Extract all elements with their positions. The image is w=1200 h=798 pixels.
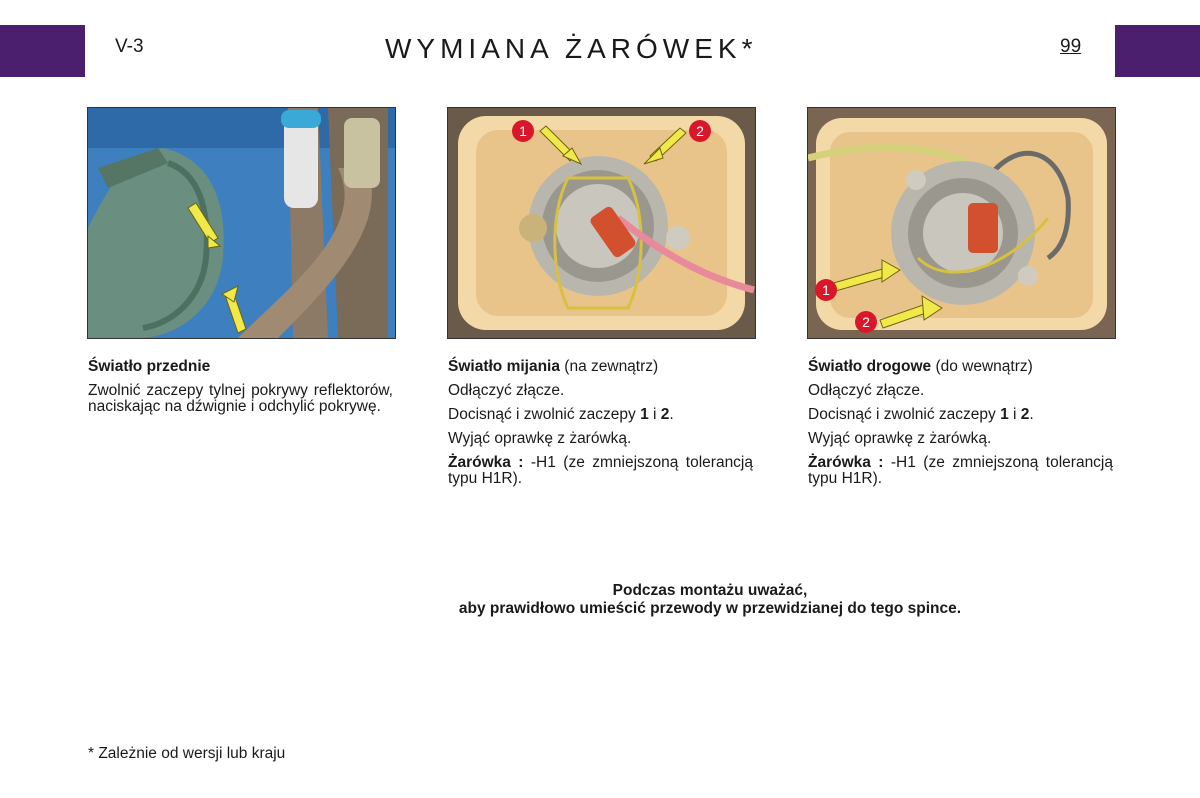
bulb-spec: Żarówka : -H1 (ze zmniejszoną tolerancją typu H1R). — [808, 454, 1113, 487]
section-heading: Światło drogowe (do wewnątrz) — [808, 358, 1033, 375]
section-code: V-3 — [115, 36, 144, 57]
callout-1: 1 — [519, 123, 527, 139]
figure-high-beam — [807, 107, 1116, 339]
high-beam-illustration — [808, 108, 1115, 338]
low-beam-illustration — [448, 108, 755, 338]
figure-headlamp-cover — [87, 107, 396, 339]
low-beam-instructions — [448, 359, 753, 495]
callout-2: 2 — [696, 123, 704, 139]
callout-1: 1 — [822, 282, 830, 298]
step-text: Odłączyć złącze. — [448, 382, 565, 399]
step-text: Wyjąć oprawkę z żarówką. — [808, 430, 992, 447]
bulb-spec: Żarówka : -H1 (ze zmniejszoną tolerancją typu H1R). — [448, 454, 753, 487]
step-text: Docisnąć i zwolnić zaczepy 1 i 2. — [448, 406, 674, 423]
callout-2: 2 — [862, 314, 870, 330]
step-text: Docisnąć i zwolnić zaczepy 1 i 2. — [808, 406, 1034, 423]
step-text: Odłączyć złącze. — [808, 382, 925, 399]
page-number: 99 — [1060, 36, 1082, 57]
footnote: * Zależnie od wersji lub kraju — [88, 745, 286, 762]
high-beam-instructions — [808, 359, 1113, 495]
purple-tab-right — [1115, 25, 1200, 77]
step-text: Wyjąć oprawkę z żarówką. — [448, 430, 632, 447]
headlamp-cover-illustration — [88, 108, 395, 338]
front-light-instructions — [88, 359, 393, 423]
page-title: WYMIANA ŻARÓWEK* — [385, 33, 758, 64]
purple-tab-left — [0, 25, 85, 77]
section-heading: Światło przednie — [88, 358, 211, 375]
mounting-notice: Podczas montażu uważać, aby prawidłowo umieścić przewody w przewidzianej do tego spince. — [458, 582, 962, 617]
section-heading: Światło mijania (na zewnątrz) — [448, 358, 659, 375]
figure-low-beam — [447, 107, 756, 339]
step-text: Zwolnić zaczepy tylnej pokrywy reflektorów, naciskając na dźwignie i odchylić pokrywę. — [88, 382, 393, 415]
